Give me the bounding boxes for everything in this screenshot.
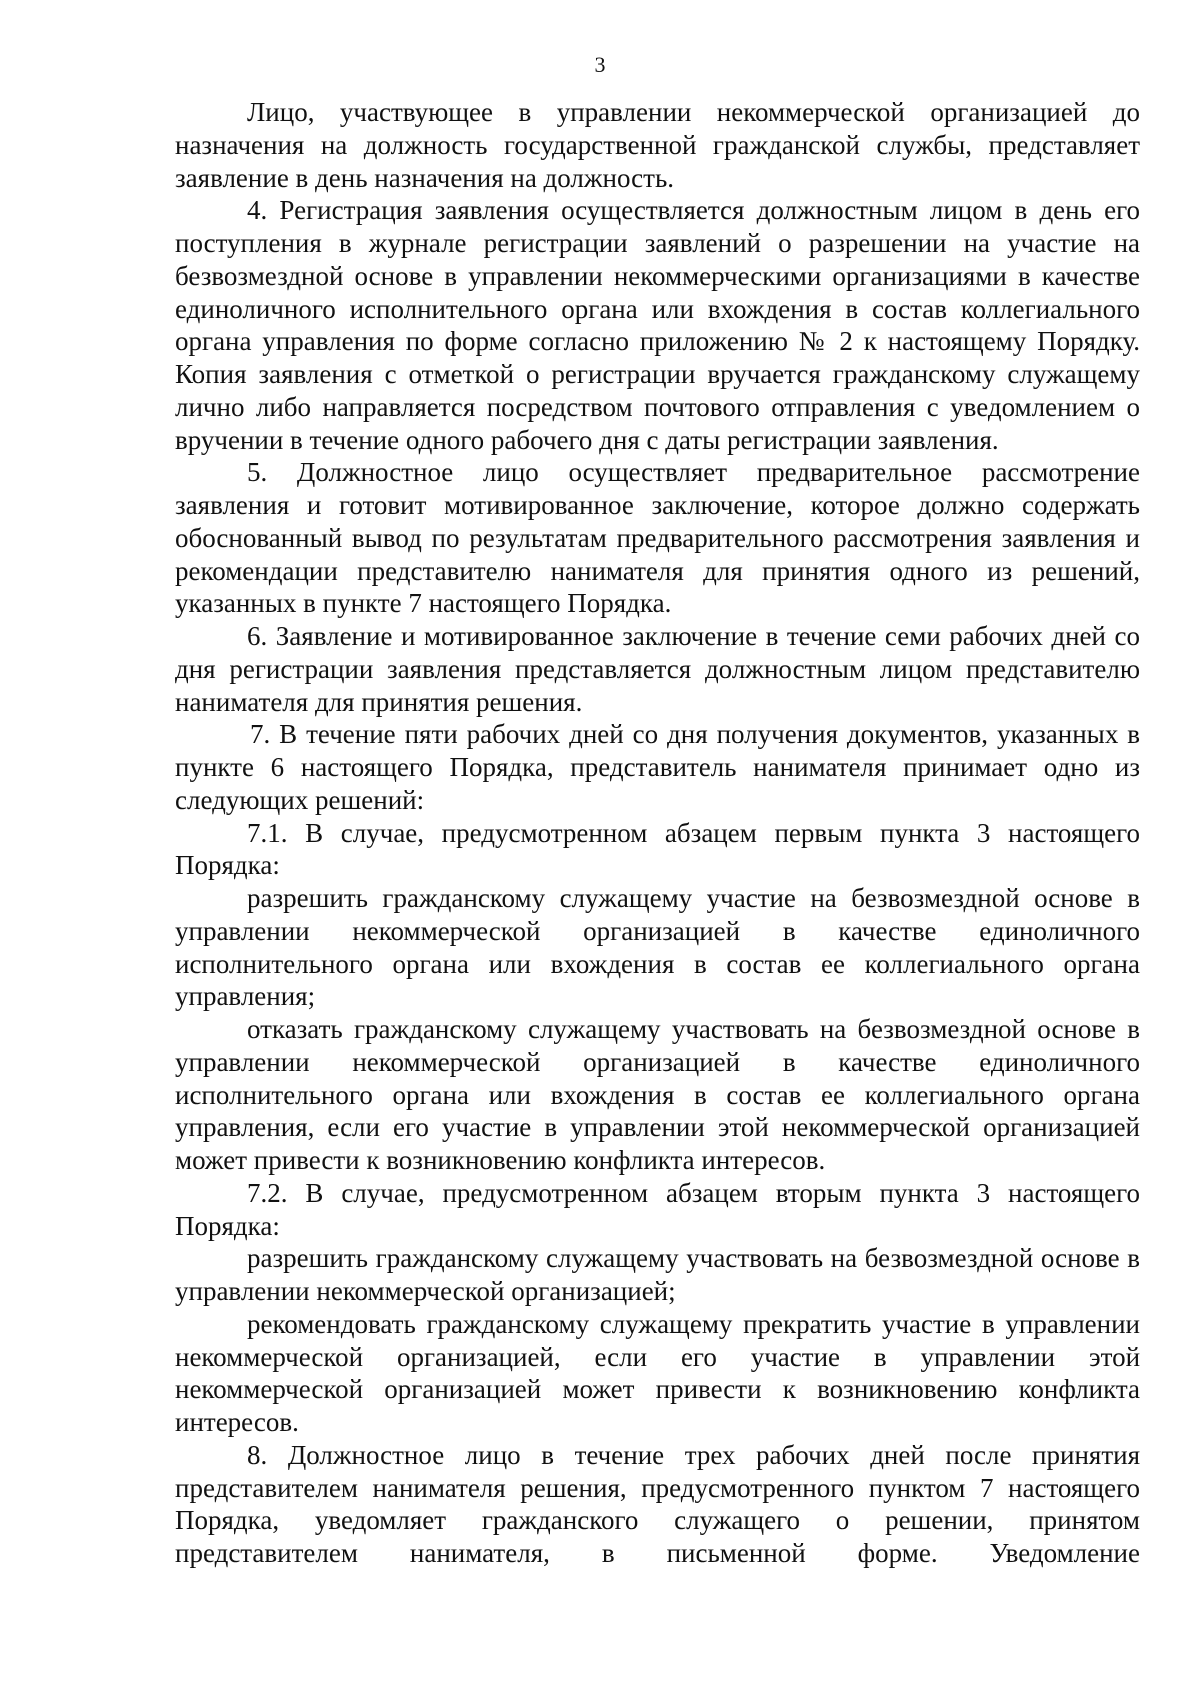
text-line: заявления и готовит мотивированное заключение, которое должно содержать	[175, 490, 1140, 520]
paragraph-7-1	[175, 817, 1140, 883]
text-line: управления;	[175, 981, 316, 1012]
text-line: 8. Должностное лицо в течение трех рабочих дней после принятия	[247, 1439, 1140, 1470]
text-line: принимает одно из следующих решений:	[175, 752, 1141, 815]
text-line: исполнительного органа или вхождения в состав ее коллегиального органа	[175, 948, 1140, 979]
document-body	[175, 96, 1140, 1570]
paragraph-4	[175, 194, 1140, 456]
text-line: его поступления в журнале регистрации заявлений о разрешении на участие	[175, 195, 1141, 258]
text-line: 7.2. В случае, предусмотренном абзацем вторым пункта 3 настоящего	[247, 1177, 1140, 1208]
text-line: Лицо, участвующее в управлении некоммерческой организацией	[247, 97, 1088, 127]
text-line: гражданскому служащему лично либо направляется посредством почтового	[175, 359, 1140, 422]
text-line: управления, если его участие в управлении этой некоммерческой	[175, 1112, 970, 1143]
paragraph-7-2	[175, 1177, 1140, 1243]
text-line: на безвозмездной основе в управлении некоммерческими организациями	[175, 228, 1140, 291]
text-line: указанных в пункте 6 настоящего Порядка, представитель нанимателя	[175, 719, 1140, 782]
text-line: рекомендовать гражданскому служащему прекратить участие	[247, 1308, 972, 1339]
text-line: основе в управлении некоммерческой организацией;	[175, 1243, 1141, 1306]
text-line: принятом представителем нанимателя, в письменной форме. Уведомление	[175, 1505, 1141, 1568]
text-line: разрешить гражданскому служащему участие на безвозмездной основе	[247, 883, 1113, 913]
text-line: 4. Регистрация заявления осуществляется должностным лицом в день	[247, 195, 1092, 226]
paragraph-7-2-recommend	[175, 1308, 1140, 1439]
text-line: из решений, указанных в пункте 7 настоящего Порядка.	[175, 555, 1140, 619]
text-line: 5. Должностное лицо осуществляет предварительное рассмотрение	[247, 457, 1140, 488]
text-line: представителю нанимателя для принятия решения.	[175, 653, 1140, 717]
paragraph-6	[175, 620, 1140, 718]
text-line: в управлении некоммерческой организацией в качестве единоличного	[175, 1014, 1140, 1077]
text-line: 7. В течение пяти рабочих дней со дня получения документов,	[250, 719, 989, 750]
text-line: этой некоммерческой организацией может привести к возникновению	[175, 1341, 1141, 1405]
text-line: отправления с уведомлением о вручении в течение одного рабочего дня с даты	[175, 391, 1140, 455]
paragraph-7-2-allow	[175, 1242, 1140, 1308]
paragraph-8	[175, 1439, 1140, 1570]
text-line: к настоящему Порядку. Копия заявления с отметкой о регистрации вручается	[175, 326, 1141, 389]
text-line: 7.1. В случае, предусмотренном абзацем первым пункта 3 настоящего	[247, 817, 1140, 848]
text-line: Порядка:	[175, 1210, 280, 1241]
text-line: разрешить гражданскому служащему участвовать на безвозмездной	[247, 1243, 1034, 1274]
text-line: представляет заявление в день назначения на должность.	[175, 129, 1140, 193]
text-line: настоящего Порядка, уведомляет гражданского служащего о решении,	[175, 1472, 1140, 1536]
text-line: конфликта интересов.	[175, 1374, 1140, 1437]
text-line: заявления и рекомендации представителю нанимателя для принятия одного	[175, 522, 1141, 586]
paragraph-5	[175, 456, 1140, 620]
text-line: Порядка:	[175, 850, 280, 881]
text-line: организацией может привести к возникновению конфликта интересов.	[175, 1112, 1140, 1175]
text-line: коллегиального органа управления по форме согласно приложению № 2	[175, 293, 1141, 357]
paragraph-7-1-allow	[175, 882, 1140, 1013]
text-line: до назначения на должность государственной гражданской службы,	[175, 97, 1140, 160]
text-line: со дня регистрации заявления представляется должностным лицом	[175, 621, 1141, 684]
paragraph-7	[175, 718, 1140, 816]
paragraph-7-1-refuse	[175, 1013, 1140, 1177]
text-line: в управлении некоммерческой организацией, если его участие в управлении	[175, 1308, 1140, 1372]
text-line: обоснованный вывод по результатам предварительного рассмотрения	[175, 522, 992, 553]
paragraph-participation-before-appointment	[175, 96, 1140, 194]
text-line: представителем нанимателя решения, предусмотренного пунктом 7	[175, 1472, 994, 1503]
text-line: в управлении некоммерческой организацией в качестве единоличного	[175, 883, 1140, 946]
page-number: 3	[594, 52, 606, 77]
text-line: регистрации заявления.	[726, 424, 999, 455]
text-line: 6. Заявление и мотивированное заключение в течение семи рабочих дней	[247, 621, 1106, 651]
text-line: исполнительного органа или вхождения в состав ее коллегиального органа	[175, 1079, 1140, 1110]
text-line: в качестве единоличного исполнительного органа или вхождения в состав	[175, 260, 1140, 324]
text-line: отказать гражданскому служащему участвовать на безвозмездной основе	[247, 1014, 1116, 1044]
